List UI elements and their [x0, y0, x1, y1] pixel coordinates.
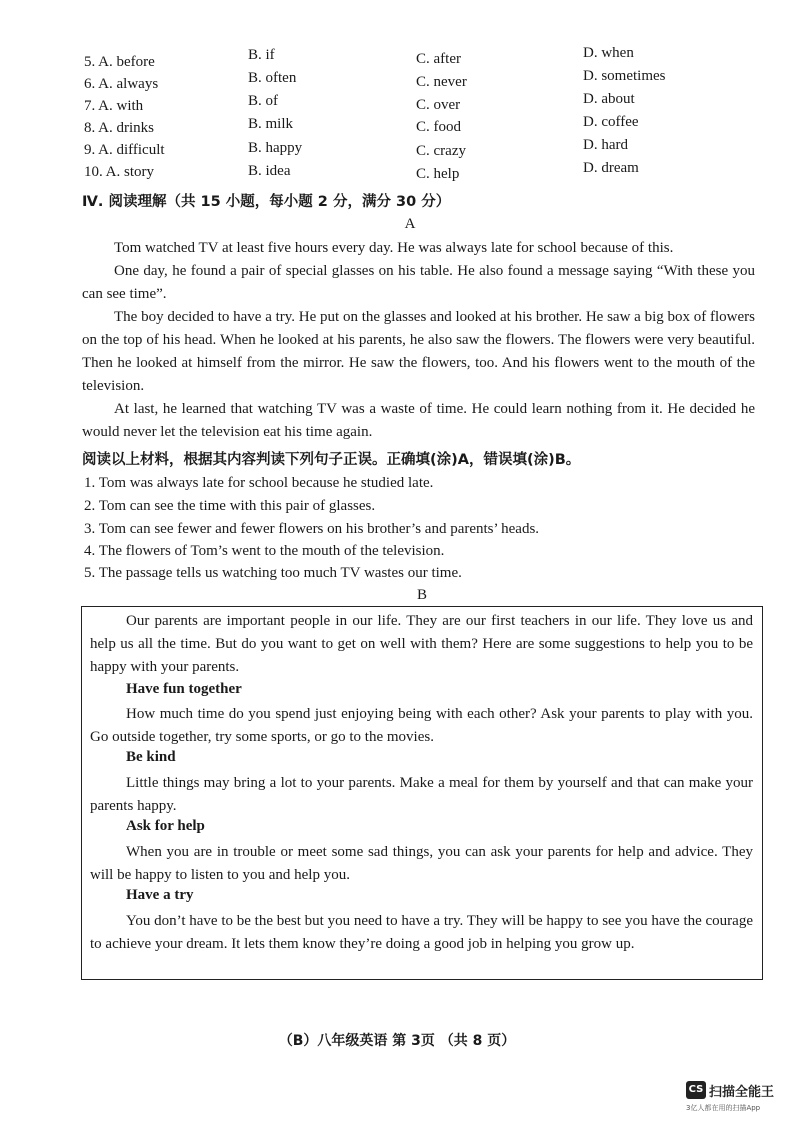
question-item: 2. Tom can see the time with this pair of glasses. — [84, 498, 376, 514]
section-heading: Be kind — [126, 749, 176, 765]
option-b: B. milk — [248, 116, 294, 132]
question-item: 4. The flowers of Tom’s went to the mouth of the television. — [84, 543, 445, 559]
option-a: 5. A. before — [84, 54, 155, 70]
option-d: D. coffee — [583, 114, 639, 130]
option-a: 10. A. story — [84, 164, 155, 180]
section-text: You don’t have to be the best but you need to have a try. They will be happy to see you have the courage to achieve your dream. It lets them know they’re doing a good job in helping you grow up. — [90, 913, 753, 952]
option-d: D. dream — [583, 160, 639, 176]
page-footer: （B）八年级英语 第 3页 （共 8 页） — [278, 1033, 516, 1049]
option-b: B. happy — [248, 140, 303, 156]
section-text: Little things may bring a lot to your parents. Make a meal for them by yourself and that can make your parents happy. — [90, 775, 753, 814]
option-d: D. sometimes — [583, 68, 666, 84]
passage-a-paragraph: One day, he found a pair of special glasses on his table. He also found a message saying “With these you can see time”. — [82, 263, 755, 302]
section-heading: Ask for help — [126, 818, 205, 834]
option-b: B. idea — [248, 163, 291, 179]
option-d: D. hard — [583, 137, 628, 153]
option-c: C. after — [416, 51, 461, 67]
option-a: 6. A. always — [84, 76, 159, 92]
watermark-tagline: 3亿人都在用的扫描App — [686, 1104, 761, 1112]
option-b: B. if — [248, 47, 275, 63]
option-b: B. of — [248, 93, 278, 109]
option-c: C. help — [416, 166, 460, 182]
section-heading: Have a try — [126, 887, 194, 903]
option-a: 8. A. drinks — [84, 120, 155, 136]
option-a: 9. A. difficult — [84, 142, 165, 158]
section-text: When you are in trouble or meet some sad things, you can ask your parents for help and advice. They will be happy to listen to you and help you. — [90, 844, 753, 883]
option-d: D. about — [583, 91, 635, 107]
passage-b-intro: Our parents are important people in our life. They are our first teachers in our life. They love us and help us all the time. But do you want to get on well with them? Here are some suggestions to help you to be happy with your parents. — [90, 613, 753, 675]
section-title: Ⅳ. 阅读理解（共 15 小题，每小题 2 分，满分 30 分） — [82, 194, 451, 210]
passage-b-label: B — [416, 587, 427, 603]
option-c: C. food — [416, 119, 461, 135]
option-a: 7. A. with — [84, 98, 144, 114]
option-c: C. crazy — [416, 143, 466, 159]
question-item: 5. The passage tells us watching too much TV wastes our time. — [84, 565, 462, 581]
instruction: 阅读以上材料，根据其内容判读下列句子正误。正确填(涂)A，错误填(涂)B。 — [82, 452, 581, 468]
passage-a-paragraph: At last, he learned that watching TV was a waste of time. He could learn nothing from it. He decided he would never let the television eat his time again. — [82, 401, 755, 440]
question-item: 3. Tom can see fewer and fewer flowers on his brother’s and parents’ heads. — [84, 521, 540, 537]
section-text: How much time do you spend just enjoying being with each other? Ask your parents to play with you. Go outside together, try some sports, or go to the movies. — [90, 706, 753, 745]
question-item: 1. Tom was always late for school because he studied late. — [84, 475, 434, 491]
passage-a-label: A — [404, 216, 416, 232]
option-c: C. never — [416, 74, 467, 90]
watermark-name: 扫描全能王 — [709, 1085, 775, 1100]
section-heading: Have fun together — [126, 681, 242, 697]
option-d: D. when — [583, 45, 634, 61]
option-b: B. often — [248, 70, 297, 86]
passage-a-paragraph: The boy decided to have a try. He put on the glasses and looked at his brother. He saw a big box of flowers on the top of his head. When he looked at his parents, he also saw the flowers. The flowers were very beautiful. Then he looked at himself from the mirror. He saw the flowers, too. And his flowers went to the mouth of the television. — [82, 309, 755, 394]
passage-a-paragraph: Tom watched TV at least five hours every day. He was always late for school because of this. — [114, 240, 674, 256]
camscanner-logo-icon: CS — [686, 1081, 706, 1099]
option-c: C. over — [416, 97, 461, 113]
